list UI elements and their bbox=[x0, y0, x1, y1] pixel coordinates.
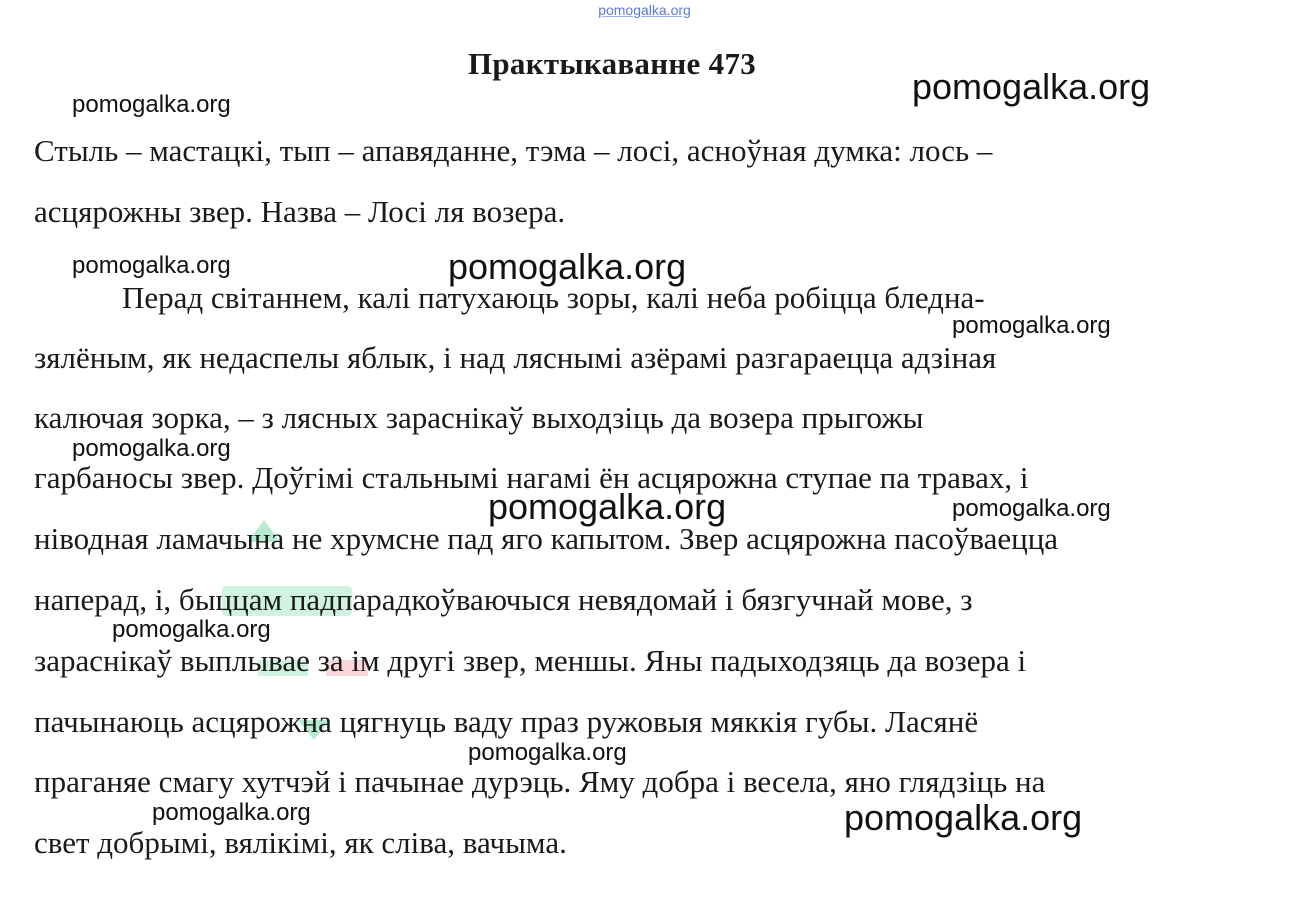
watermark: pomogalka.org bbox=[844, 797, 1083, 838]
text-line: Стыль – мастацкі, тып – апавяданне, тэма – лосі, асноўная думка: лось – bbox=[34, 133, 993, 168]
watermark: pomogalka.org bbox=[112, 616, 271, 643]
watermark: pomogalka.org bbox=[152, 799, 311, 826]
text-line: асцярожны звер. Назва – Лосі ля возера. bbox=[34, 194, 566, 229]
text-line: Перад світаннем, калі патухаюць зоры, калі неба робіцца бледна- bbox=[122, 280, 985, 315]
text-line: наперад, і, быццам падпарадкоўваючыся невядомай і бязгучнай мове, з bbox=[34, 582, 973, 617]
text-line: свет добрымі, вялікімі, як сліва, вачыма. bbox=[34, 825, 567, 860]
watermark: pomogalka.org bbox=[468, 739, 627, 766]
text-line: зараснікаў выплывае за ім другі звер, меншы. Яны падыходзяць да возера і bbox=[34, 643, 1027, 678]
page-title: Практыкаванне 473 bbox=[467, 46, 757, 81]
watermark: pomogalka.org bbox=[488, 486, 727, 527]
site-link[interactable]: pomogalka.org bbox=[598, 2, 691, 18]
watermark: pomogalka.org bbox=[72, 435, 231, 462]
watermark: pomogalka.org bbox=[448, 246, 687, 287]
watermark: pomogalka.org bbox=[72, 91, 231, 118]
text-line: праганяе смагу хутчэй і пачынае дурэць. Яму добра і весела, яно глядзіць на bbox=[34, 764, 1046, 799]
text-line: ніводная ламачына не хрумсне пад яго капытом. Звер асцярожна пасоўваецца bbox=[34, 521, 1059, 556]
text-line: зялёным, як недаспелы яблык, і над ляснымі азёрамі разгараецца адзіная bbox=[34, 340, 997, 375]
watermark: pomogalka.org bbox=[72, 252, 231, 279]
watermark: pomogalka.org bbox=[952, 495, 1111, 522]
text-line: гарбаносы звер. Доўгімі стальнымі нагамі ён асцярожна ступае па травах, і bbox=[34, 460, 1029, 495]
text-line: калючая зорка, – з лясных зараснікаў выходзіць да возера прыгожы bbox=[34, 400, 924, 435]
watermark: pomogalka.org bbox=[952, 312, 1111, 339]
text-line: пачынаюць асцярожна цягнуць ваду праз ружовыя мяккія губы. Ласянё bbox=[34, 704, 979, 739]
watermark: pomogalka.org bbox=[912, 66, 1151, 107]
